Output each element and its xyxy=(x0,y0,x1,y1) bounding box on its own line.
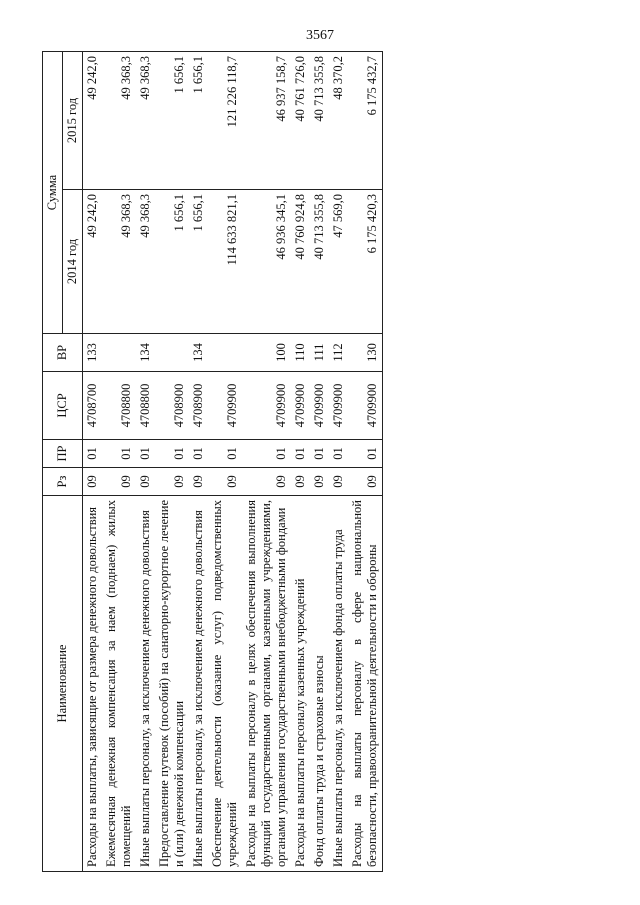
row-name-cell: Предоставление путевок (пособий) на санаторно-курортное лечение и (или) денежной компенсации xyxy=(155,496,189,872)
row-vr-cell: 112 xyxy=(329,334,348,372)
table-row xyxy=(155,52,189,872)
row-vr-cell: 110 xyxy=(291,334,310,372)
row-csr-cell: 4708800 xyxy=(102,372,136,440)
header-pr: ПР xyxy=(43,440,83,468)
row-vr-cell xyxy=(208,334,242,372)
row-pr-cell: 01 xyxy=(155,440,189,468)
row-rz-cell: 09 xyxy=(291,468,310,496)
row-sum-2014-cell: 49 368,3 xyxy=(136,190,155,334)
row-sum-2014-cell: 40 713 355,8 xyxy=(310,190,329,334)
row-rz-cell: 09 xyxy=(329,468,348,496)
row-rz-cell: 09 xyxy=(208,468,242,496)
row-vr-cell xyxy=(102,334,136,372)
row-sum-2014-cell: 46 936 345,1 xyxy=(242,190,291,334)
row-csr-cell: 4708800 xyxy=(136,372,155,440)
table-row xyxy=(208,52,242,872)
row-vr-cell: 134 xyxy=(136,334,155,372)
row-sum-2014-cell: 49 368,3 xyxy=(102,190,136,334)
row-csr-cell: 4709900 xyxy=(208,372,242,440)
row-sum-2014-cell: 40 760 924,8 xyxy=(291,190,310,334)
table-row xyxy=(136,52,155,872)
table-row xyxy=(83,52,103,872)
row-sum-2014-cell: 49 242,0 xyxy=(83,190,103,334)
row-name-cell: Иные выплаты персоналу, за исключением денежного довольствия xyxy=(136,496,155,872)
row-csr-cell: 4709900 xyxy=(310,372,329,440)
row-csr-cell: 4709900 xyxy=(291,372,310,440)
row-name-cell: Расходы на выплаты персоналу казенных учреждений xyxy=(291,496,310,872)
header-vr: ВР xyxy=(43,334,83,372)
row-rz-cell: 09 xyxy=(136,468,155,496)
row-sum-2014-cell: 1 656,1 xyxy=(155,190,189,334)
row-name-cell: Иные выплаты персоналу, за исключением фонда оплаты труда xyxy=(329,496,348,872)
row-csr-cell: 4709900 xyxy=(242,372,291,440)
row-sum-2015-cell: 1 656,1 xyxy=(189,52,208,190)
header-row xyxy=(43,52,63,872)
row-sum-2015-cell: 48 370,2 xyxy=(329,52,348,190)
table-row xyxy=(310,52,329,872)
row-pr-cell: 01 xyxy=(208,440,242,468)
row-csr-cell: 4709900 xyxy=(348,372,383,440)
row-name-cell: Расходы на выплаты, зависящие от размера денежного довольствия xyxy=(83,496,103,872)
row-vr-cell: 111 xyxy=(310,334,329,372)
row-sum-2014-cell: 6 175 420,3 xyxy=(348,190,383,334)
row-pr-cell: 01 xyxy=(189,440,208,468)
row-sum-2015-cell: 49 242,0 xyxy=(83,52,103,190)
header-sum: Сумма xyxy=(43,52,63,334)
row-vr-cell: 134 xyxy=(189,334,208,372)
row-sum-2015-cell: 49 368,3 xyxy=(102,52,136,190)
row-vr-cell: 100 xyxy=(242,334,291,372)
row-sum-2015-cell: 40 761 726,0 xyxy=(291,52,310,190)
row-pr-cell: 01 xyxy=(329,440,348,468)
row-pr-cell: 01 xyxy=(291,440,310,468)
table-body xyxy=(83,52,383,872)
row-sum-2015-cell: 49 368,3 xyxy=(136,52,155,190)
row-vr-cell xyxy=(155,334,189,372)
table-row xyxy=(189,52,208,872)
row-csr-cell: 4708900 xyxy=(155,372,189,440)
row-sum-2015-cell: 6 175 432,7 xyxy=(348,52,383,190)
row-name-cell: Обеспечение деятельности (оказание услуг) подведомственных учреждений xyxy=(208,496,242,872)
row-pr-cell: 01 xyxy=(83,440,103,468)
table-row xyxy=(329,52,348,872)
row-rz-cell: 09 xyxy=(155,468,189,496)
page-number: 3567 xyxy=(306,28,334,43)
row-pr-cell: 01 xyxy=(348,440,383,468)
row-sum-2015-cell: 46 937 158,7 xyxy=(242,52,291,190)
row-sum-2015-cell: 121 226 118,7 xyxy=(208,52,242,190)
header-name: Наименование xyxy=(43,496,83,872)
budget-table xyxy=(42,51,383,872)
row-rz-cell: 09 xyxy=(189,468,208,496)
row-name-cell: Фонд оплаты труда и страховые взносы xyxy=(310,496,329,872)
header-csr: ЦСР xyxy=(43,372,83,440)
header-year-2014: 2014 год xyxy=(63,190,83,334)
header-rz: Рз xyxy=(43,468,83,496)
row-name-cell: Иные выплаты персоналу, за исключением денежного довольствия xyxy=(189,496,208,872)
table-row xyxy=(291,52,310,872)
row-sum-2015-cell: 1 656,1 xyxy=(155,52,189,190)
row-rz-cell: 09 xyxy=(348,468,383,496)
table-row xyxy=(102,52,136,872)
row-pr-cell: 01 xyxy=(136,440,155,468)
row-rz-cell: 09 xyxy=(310,468,329,496)
row-csr-cell: 4709900 xyxy=(329,372,348,440)
row-pr-cell: 01 xyxy=(242,440,291,468)
table-row xyxy=(242,52,291,872)
row-rz-cell: 09 xyxy=(102,468,136,496)
row-sum-2014-cell: 1 656,1 xyxy=(189,190,208,334)
row-name-cell: Ежемесячная денежная компенсация за наем (поднаем) жилых помещений xyxy=(102,496,136,872)
row-sum-2015-cell: 40 713 355,8 xyxy=(310,52,329,190)
row-vr-cell: 130 xyxy=(348,334,383,372)
table-row xyxy=(348,52,383,872)
row-pr-cell: 01 xyxy=(310,440,329,468)
row-rz-cell: 09 xyxy=(242,468,291,496)
row-name-cell: Расходы на выплаты персоналу в целях обеспечения выполнения функций государственными органами, казенными учреждениями, органами управления государственными внебюджетными фондами xyxy=(242,496,291,872)
row-csr-cell: 4708900 xyxy=(189,372,208,440)
row-pr-cell: 01 xyxy=(102,440,136,468)
row-csr-cell: 4708700 xyxy=(83,372,103,440)
row-sum-2014-cell: 47 569,0 xyxy=(329,190,348,334)
rotated-table-container xyxy=(42,52,586,872)
header-year-2015: 2015 год xyxy=(63,52,83,190)
row-vr-cell: 133 xyxy=(83,334,103,372)
row-sum-2014-cell: 114 633 821,1 xyxy=(208,190,242,334)
row-name-cell: Расходы на выплаты персоналу в сфере национальной безопасности, правоохранительной деятельности и обороны xyxy=(348,496,383,872)
row-rz-cell: 09 xyxy=(83,468,103,496)
